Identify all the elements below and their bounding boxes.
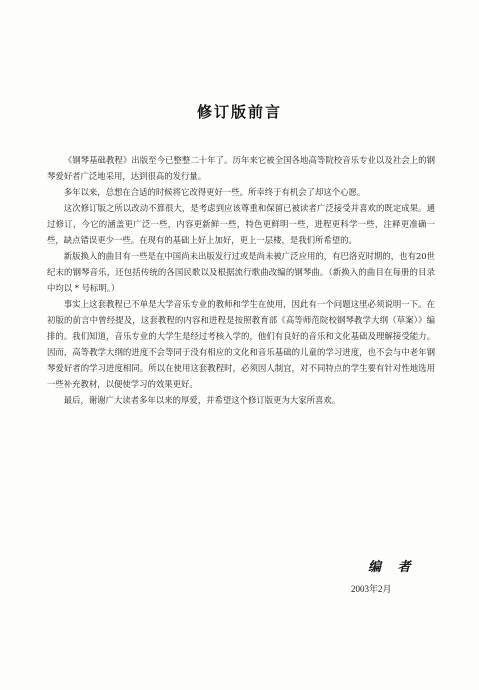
page-title: 修订版前言 [196, 103, 282, 121]
paragraph: 新版换入的曲目有一些是在中国尚未出版发行过或是尚未被广泛应用的，有巴洛克时期的，也有20世纪末的钢琴音乐，还包括传统的各国民歌以及根据流行歌曲改编的钢琴曲。（新换入的曲目在每册的目录中均以 * 号标明。） [47, 251, 435, 293]
paragraph: 多年以来，总想在合适的时候将它改得更好一些。所幸终于有机会了却这个心愿。 [63, 187, 366, 197]
author-signature: 编 者 [368, 560, 417, 575]
date-line: 2003年2月 [351, 584, 392, 594]
paragraph: 这次修订版之所以改动不算很大，是考虑到应该尊重和保留已被读者广泛接受并喜欢的既定成果。通过修订，今它的涵盖更广泛一些，内容更新鲜一些，特色更鲜明一些，进程更科学一些，注释更准确一些，缺点错误更少一些。在现有的基础上好上加好，更上一层楼，是我们所希望的。 [47, 203, 435, 245]
preface-body [47, 152, 435, 408]
paragraph: 最后，谢谢广大读者多年以来的厚爱，并希望这个修订版更为大家所喜欢。 [63, 395, 341, 405]
paragraph: 事实上这套教程已不单是大学音乐专业的教师和学生在使用，因此有一个问题这里必须说明一下。在初版的前言中曾经提及，这套教程的内容和进程是按照教育部《高等师范院校钢琴教学大纲（草案）》编排的。我们知道，音乐专业的大学生是经过考核入学的，他们有良好的音乐和文化基础及理解接受能力。因而，高等教学大纲的进度不会等同于没有相应的文化和音乐基础的儿童的学习进度，也不会与中老年钢琴爱好者的学习进度相同。所以在使用这套教程时，必须因人制宜，对不同特点的学生要有针对性地选用一些补充教材，以便使学习的效果更好。 [47, 299, 435, 389]
paragraph: 《钢琴基础教程》出版至今已整整二十年了。历年来它被全国各地高等院校音乐专业以及社会上的钢琴爱好者广泛地采用，达到很高的发行量。 [47, 155, 435, 181]
